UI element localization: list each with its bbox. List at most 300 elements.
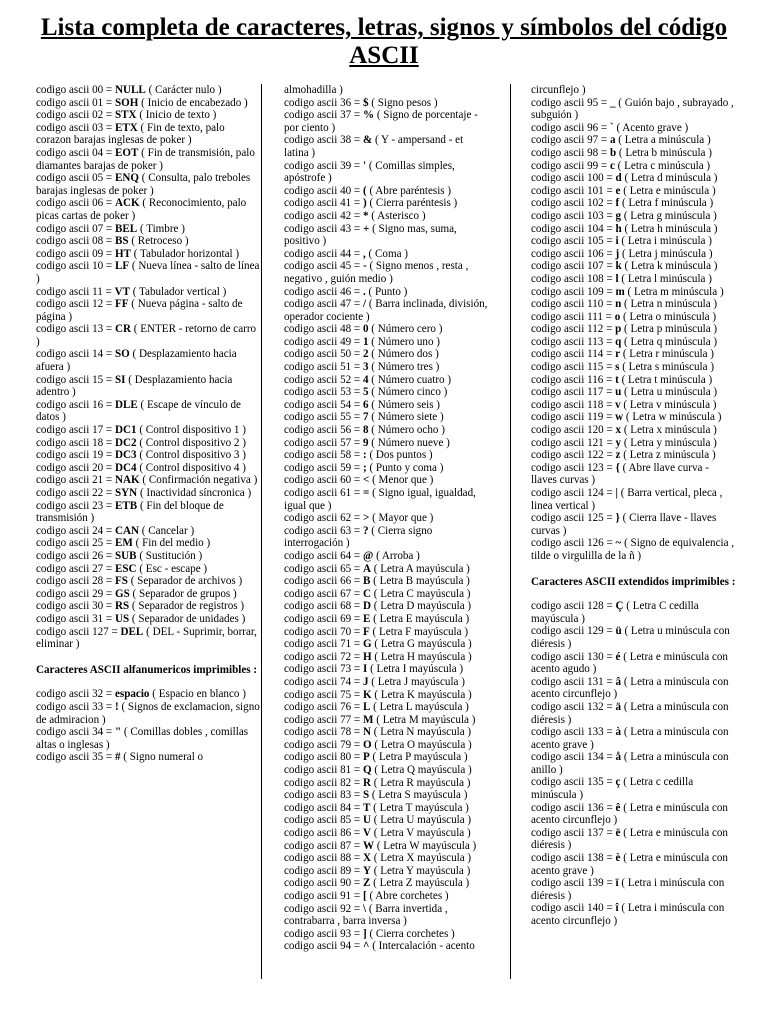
ascii-entry <box>284 714 488 727</box>
entry-code: codigo ascii 83 = <box>284 789 363 802</box>
entry-symbol: - <box>362 260 367 273</box>
entry-description: ( Letra K mayúscula ) <box>371 688 472 701</box>
entry-code: codigo ascii 52 = <box>284 373 363 386</box>
ascii-entry <box>531 248 737 261</box>
entry-description: ( Letra V mayúscula ) <box>370 827 471 840</box>
ascii-entry <box>531 600 737 625</box>
ascii-entry <box>36 197 262 222</box>
ascii-entry <box>36 374 262 399</box>
ascii-entry <box>531 260 737 273</box>
entry-symbol: FF <box>114 298 129 311</box>
entry-code: codigo ascii 99 = <box>531 159 610 172</box>
ascii-entry <box>531 449 737 462</box>
ascii-entry <box>36 109 262 122</box>
ascii-entry <box>284 940 488 953</box>
entry-symbol: ` <box>609 121 614 134</box>
entry-code: codigo ascii 117 = <box>531 386 616 399</box>
entry-description: ( Letra o minúscula ) <box>620 310 717 323</box>
entry-symbol: " <box>114 726 122 739</box>
entry-description: ( Tabulador vertical ) <box>129 285 227 298</box>
ascii-entry <box>284 600 488 613</box>
ascii-entry <box>284 663 488 676</box>
entry-code: codigo ascii 105 = <box>531 235 616 248</box>
entry-description: ( Cancelar ) <box>139 524 195 537</box>
entry-symbol: HT <box>114 247 131 260</box>
entry-code: codigo ascii 97 = <box>531 134 610 147</box>
entry-symbol: T <box>362 801 371 814</box>
entry-code: codigo ascii 112 = <box>531 323 616 336</box>
ascii-entry <box>284 588 488 601</box>
ascii-entry <box>531 827 737 852</box>
ascii-entry <box>36 626 262 651</box>
entry-symbol: b <box>609 146 617 159</box>
ascii-entry <box>284 676 488 689</box>
entry-symbol: 5 <box>362 386 369 399</box>
ascii-entry <box>284 512 488 525</box>
entry-description: ( Letra G mayúscula ) <box>371 638 472 651</box>
entry-symbol: m <box>615 285 625 298</box>
entry-symbol: t <box>615 373 619 386</box>
entry-description: ( Letra Q mayúscula ) <box>371 764 472 777</box>
entry-code: codigo ascii 20 = <box>36 461 115 474</box>
ascii-entry <box>36 500 262 525</box>
ascii-entry <box>531 298 737 311</box>
entry-description: ( Letra k minúscula ) <box>621 260 718 273</box>
entry-code: codigo ascii 137 = <box>531 826 616 839</box>
ascii-entry <box>284 638 488 651</box>
entry-description: ( Fin de texto, palo corazon barajas inglesas de poker ) <box>36 121 225 147</box>
ascii-entry <box>36 399 262 424</box>
entry-description: ( Separador de registros ) <box>129 600 245 613</box>
entry-description: ( Dos puntos ) <box>366 449 433 462</box>
entry-symbol: SYN <box>114 487 138 499</box>
entry-code: codigo ascii 74 = <box>284 675 363 688</box>
entry-symbol: G <box>362 638 372 651</box>
entry-code: codigo ascii 102 = <box>531 197 616 210</box>
entry-code: codigo ascii 82 = <box>284 776 363 789</box>
entry-code: codigo ascii 61 = <box>284 487 363 499</box>
ascii-entry <box>284 336 488 349</box>
entry-code: codigo ascii 31 = <box>36 612 115 625</box>
ascii-entry <box>284 651 488 664</box>
entry-description: ( Letra A mayúscula ) <box>370 562 470 575</box>
entry-code: codigo ascii 87 = <box>284 839 363 852</box>
entry-symbol: ' <box>362 159 367 172</box>
entry-description: ( Letra Y mayúscula ) <box>370 864 471 877</box>
ascii-entry <box>284 424 488 437</box>
entry-description: ( Letra d minúscula ) <box>621 172 718 185</box>
entry-code: codigo ascii 23 = <box>36 499 115 512</box>
entry-symbol: D <box>362 600 371 613</box>
entry-code: codigo ascii 126 = <box>531 537 616 550</box>
entry-description: ( Letra s minúscula ) <box>619 361 715 374</box>
entry-description: ( Letra c minúscula ) <box>614 159 711 172</box>
entry-description: ( Comillas dobles , comillas altas o inglesas ) <box>36 726 249 751</box>
entry-symbol: N <box>362 726 371 739</box>
entry-code: codigo ascii 03 = <box>36 121 115 134</box>
entry-description: ( Signos de exclamacion, signo de admiracion ) <box>36 700 260 726</box>
entry-description: ( Letra J mayúscula ) <box>368 675 465 688</box>
entry-symbol: z <box>615 449 621 462</box>
entry-symbol: EM <box>114 537 133 550</box>
ascii-entry <box>531 84 737 97</box>
ascii-entry <box>284 437 488 450</box>
entry-code: codigo ascii 138 = <box>531 852 616 865</box>
entry-code: codigo ascii 54 = <box>284 398 363 411</box>
entry-description: ( Cierra llave - llaves curvas ) <box>531 512 717 537</box>
entry-description: ( Número uno ) <box>368 335 440 348</box>
entry-description: ( Letra x minúscula ) <box>621 424 717 437</box>
entry-description: ( Número cinco ) <box>368 386 448 399</box>
entry-code: codigo ascii 109 = <box>531 285 616 298</box>
entry-symbol: DC2 <box>114 436 137 449</box>
entry-symbol: R <box>362 776 371 789</box>
ascii-entry <box>284 449 488 462</box>
entry-description: ( Abre corchetes ) <box>366 890 449 902</box>
entry-symbol: f <box>615 197 620 210</box>
entry-code: codigo ascii 104 = <box>531 222 616 235</box>
entry-code: codigo ascii 33 = <box>36 700 115 713</box>
entry-symbol: BS <box>114 235 129 248</box>
entry-symbol: , <box>362 247 366 260</box>
entry-code: codigo ascii 84 = <box>284 801 363 814</box>
entry-symbol: BEL <box>114 222 138 235</box>
entry-description: ( Número siete ) <box>368 411 444 424</box>
entry-symbol: a <box>609 134 616 147</box>
entry-code: codigo ascii 42 = <box>284 209 363 222</box>
entry-symbol: W <box>362 839 375 852</box>
entry-description: ( Abre paréntesis ) <box>366 184 452 197</box>
entry-symbol: 0 <box>362 323 369 336</box>
entry-code: codigo ascii 14 = <box>36 348 115 361</box>
entry-symbol: = <box>362 487 370 499</box>
ascii-entry <box>284 689 488 702</box>
entry-symbol: o <box>614 310 621 323</box>
ascii-entry <box>284 563 488 576</box>
ascii-entry <box>531 726 737 751</box>
column-divider <box>261 84 262 979</box>
entry-symbol: î <box>615 902 619 915</box>
page-title: Lista completa de caracteres, letras, signos y símbolos del código ASCII <box>40 14 728 69</box>
ascii-entry <box>284 411 488 424</box>
entry-symbol: U <box>362 814 371 827</box>
entry-code: codigo ascii 24 = <box>36 524 115 537</box>
entry-description: ( Letra b minúscula ) <box>616 146 712 159</box>
entry-symbol: c <box>609 159 615 172</box>
entry-code: codigo ascii 40 = <box>284 184 363 197</box>
entry-symbol: Q <box>362 764 372 777</box>
entry-code: codigo ascii 72 = <box>284 650 363 663</box>
ascii-entry <box>284 374 488 387</box>
entry-code: codigo ascii 49 = <box>284 335 363 348</box>
ascii-entry <box>284 260 488 285</box>
entry-code: codigo ascii 13 = <box>36 323 115 336</box>
ascii-entry <box>284 399 488 412</box>
entry-code: codigo ascii 95 = <box>531 96 610 109</box>
entry-symbol: CAN <box>114 524 140 537</box>
ascii-entry <box>531 462 737 487</box>
entry-symbol: / <box>362 298 367 311</box>
entry-description: ( Desplazamiento hacia afuera ) <box>36 348 237 374</box>
column-1 <box>36 84 262 764</box>
entry-code: circunflejo ) <box>531 84 586 96</box>
entry-symbol: â <box>615 675 622 688</box>
entry-symbol: é <box>615 650 621 663</box>
ascii-entry <box>284 827 488 840</box>
entry-description: ( Signo menos , resta , negativo , guión medio ) <box>284 260 469 285</box>
entry-description: ( Letra Z mayúscula ) <box>370 877 470 890</box>
entry-code: codigo ascii 80 = <box>284 751 363 764</box>
entry-symbol: 4 <box>362 373 369 386</box>
entry-code: codigo ascii 94 = <box>284 940 363 953</box>
entry-symbol: CR <box>114 323 131 336</box>
entry-symbol: K <box>362 688 372 701</box>
entry-code: codigo ascii 00 = <box>36 84 115 96</box>
entry-description: ( Signo de porcentaje - por ciento ) <box>284 109 478 134</box>
entry-code: codigo ascii 36 = <box>284 96 363 109</box>
ascii-entry <box>531 512 737 537</box>
ascii-entry <box>36 588 262 601</box>
entry-symbol: s <box>615 361 620 374</box>
entry-code: codigo ascii 60 = <box>284 474 363 487</box>
entry-code: codigo ascii 131 = <box>531 675 616 688</box>
entry-description: ( Número ocho ) <box>368 424 445 437</box>
entry-symbol: h <box>615 222 622 235</box>
entry-code: codigo ascii 67 = <box>284 587 363 600</box>
entry-symbol: STX <box>114 109 137 122</box>
entry-description: ( Letra f minúscula ) <box>619 197 714 210</box>
ascii-entry <box>36 726 262 751</box>
entry-description: ( Signo mas, suma, positivo ) <box>284 222 457 248</box>
entry-code: codigo ascii 59 = <box>284 461 363 474</box>
entry-description: ( Barra inclinada, división, operador cociente ) <box>284 298 488 323</box>
entry-code: codigo ascii 123 = <box>531 461 616 474</box>
ascii-entry <box>531 210 737 223</box>
entry-description: ( Punto y coma ) <box>366 461 444 474</box>
entry-description: ( Separador de grupos ) <box>129 587 237 600</box>
ascii-entry <box>284 286 488 299</box>
entry-symbol: ü <box>615 625 622 638</box>
entry-description: ( Signo numeral o <box>120 751 204 764</box>
entry-description: ( Menor que ) <box>369 474 434 487</box>
entry-symbol: % <box>362 109 375 122</box>
ascii-entry <box>284 197 488 210</box>
entry-code: codigo ascii 77 = <box>284 713 363 726</box>
entry-description: ( Control dispositivo 1 ) <box>136 424 246 437</box>
entry-code: codigo ascii 106 = <box>531 247 616 260</box>
entry-code: codigo ascii 64 = <box>284 549 363 562</box>
entry-symbol: RS <box>114 600 130 613</box>
entry-symbol: ä <box>615 700 622 713</box>
entry-symbol: | <box>615 487 618 499</box>
ascii-entry <box>531 802 737 827</box>
entry-symbol: LF <box>114 260 130 273</box>
entry-symbol: DC1 <box>114 424 137 437</box>
entry-description: ( Inactividad síncronica ) <box>137 487 252 499</box>
entry-code: codigo ascii 116 = <box>531 373 616 386</box>
entry-symbol: > <box>362 512 370 525</box>
entry-description: ( Letra v minúscula ) <box>620 398 717 411</box>
ascii-entry <box>531 273 737 286</box>
ascii-entry <box>284 97 488 110</box>
ascii-entry <box>284 550 488 563</box>
entry-description: ( Letra E mayúscula ) <box>370 612 470 625</box>
entry-description: ( Letra X mayúscula ) <box>370 852 472 865</box>
entry-description: ( Nueva página - salto de página ) <box>36 298 243 323</box>
entry-symbol: p <box>615 323 622 336</box>
entry-description: ( Letra R mayúscula ) <box>370 776 471 789</box>
ascii-entry <box>36 122 262 147</box>
entry-code: codigo ascii 26 = <box>36 549 115 562</box>
entry-symbol: l <box>615 272 619 285</box>
entry-code: codigo ascii 111 = <box>531 310 615 323</box>
entry-code: codigo ascii 07 = <box>36 222 115 235</box>
entry-description: ( Separador de archivos ) <box>127 575 243 588</box>
entry-code: codigo ascii 86 = <box>284 827 363 840</box>
entry-symbol: ! <box>114 700 119 713</box>
entry-code: codigo ascii 121 = <box>531 436 616 449</box>
entry-description: ( Letra t minúscula ) <box>618 373 713 386</box>
entry-symbol: j <box>615 247 620 260</box>
entry-symbol: J <box>362 675 369 688</box>
ascii-entry <box>531 651 737 676</box>
entry-description: ( Timbre ) <box>137 222 185 235</box>
entry-description: ( Letra I mayúscula ) <box>367 663 464 676</box>
entry-code: codigo ascii 114 = <box>531 348 616 361</box>
entry-symbol: 6 <box>362 398 369 411</box>
entry-description: ( Letra u minúscula ) <box>621 386 718 399</box>
entry-description: ( Letra u minúscula con diéresis ) <box>531 625 730 650</box>
ascii-entry <box>531 185 737 198</box>
ascii-entry <box>36 575 262 588</box>
ascii-entry <box>284 223 488 248</box>
entry-description: ( Letra S mayúscula ) <box>369 789 468 802</box>
entry-symbol: ~ <box>615 537 622 550</box>
entry-description: ( Letra T mayúscula ) <box>370 801 469 814</box>
entry-description: ( Control dispositivo 2 ) <box>136 436 246 449</box>
entry-symbol: DC3 <box>114 449 137 462</box>
entry-code: codigo ascii 45 = <box>284 260 363 273</box>
ascii-entry <box>284 777 488 790</box>
entry-code: codigo ascii 110 = <box>531 298 616 311</box>
ascii-entry <box>531 437 737 450</box>
entry-code: codigo ascii 65 = <box>284 562 363 575</box>
ascii-entry <box>531 172 737 185</box>
ascii-entry <box>284 298 488 323</box>
entry-code: codigo ascii 04 = <box>36 146 115 159</box>
entry-symbol: 8 <box>362 424 369 437</box>
entry-description: ( Consulta, palo treboles barajas inglesas de poker ) <box>36 172 251 197</box>
entry-symbol: * <box>362 209 369 222</box>
ascii-entry <box>531 676 737 701</box>
entry-code: codigo ascii 69 = <box>284 612 363 625</box>
entry-symbol: ETX <box>114 121 138 134</box>
entry-code: codigo ascii 50 = <box>284 348 363 361</box>
entry-symbol: $ <box>362 96 369 109</box>
entry-symbol: e <box>615 184 621 197</box>
entry-symbol: å <box>615 751 622 764</box>
ascii-entry <box>36 701 262 726</box>
entry-symbol: ( <box>362 184 367 197</box>
ascii-entry <box>531 160 737 173</box>
entry-description: ( Control dispositivo 4 ) <box>136 461 246 474</box>
entry-code: codigo ascii 139 = <box>531 877 616 890</box>
ascii-entry <box>531 348 737 361</box>
entry-code: codigo ascii 85 = <box>284 814 363 827</box>
entry-code: codigo ascii 17 = <box>36 424 115 437</box>
entry-symbol: n <box>615 298 622 311</box>
entry-symbol: DLE <box>114 398 138 411</box>
entry-symbol: ] <box>362 927 367 940</box>
entry-description: ( Letra c cedilla minúscula ) <box>531 776 694 802</box>
entry-description: ( Cierra paréntesis ) <box>366 197 458 210</box>
ascii-entry <box>531 336 737 349</box>
ascii-entry <box>284 487 488 512</box>
entry-code: codigo ascii 12 = <box>36 298 115 311</box>
entry-code: codigo ascii 107 = <box>531 260 616 273</box>
entry-description: ( Mayor que ) <box>369 512 434 525</box>
ascii-entry <box>284 928 488 941</box>
entry-code: codigo ascii 134 = <box>531 751 616 764</box>
ascii-entry <box>531 399 737 412</box>
entry-description: ( Fin del medio ) <box>132 537 211 550</box>
entry-description: ( Letra i minúscula con acento circunflejo ) <box>531 902 725 927</box>
entry-description: ( Número dos ) <box>368 348 439 361</box>
ascii-entry <box>284 626 488 639</box>
entry-symbol: d <box>615 172 622 185</box>
entry-symbol: r <box>615 348 621 361</box>
ascii-entry <box>284 840 488 853</box>
ascii-entry <box>36 751 262 764</box>
entry-description: ( Abre llave curva - llaves curvas ) <box>531 461 709 487</box>
entry-description: ( Retroceso ) <box>128 235 189 248</box>
entry-code: codigo ascii 63 = <box>284 524 363 537</box>
entry-code: codigo ascii 119 = <box>531 411 616 424</box>
entry-code: codigo ascii 133 = <box>531 726 616 739</box>
ascii-entry <box>531 197 737 210</box>
entry-description: ( Fin de transmisión, palo diamantes barajas de poker ) <box>36 146 255 172</box>
entry-code: codigo ascii 28 = <box>36 575 115 588</box>
entry-code: codigo ascii 79 = <box>284 738 363 751</box>
ascii-entry <box>531 134 737 147</box>
entry-description: ( Letra z minúscula ) <box>620 449 716 462</box>
ascii-entry <box>36 223 262 236</box>
entry-description: ( Y - ampersand - et latina ) <box>284 134 464 159</box>
entry-symbol: . <box>362 285 366 298</box>
ascii-entry <box>531 386 737 399</box>
entry-code: codigo ascii 76 = <box>284 701 363 714</box>
entry-description: ( Letra y minúscula ) <box>621 436 717 449</box>
entry-symbol: Y <box>362 864 371 877</box>
ascii-entry <box>531 286 737 299</box>
ascii-entry <box>284 613 488 626</box>
entry-code: codigo ascii 27 = <box>36 562 115 575</box>
entry-code: codigo ascii 55 = <box>284 411 363 424</box>
entry-description: ( Letra w minúscula ) <box>623 411 722 424</box>
entry-description: ( Reconocimiento, palo picas cartas de poker ) <box>36 197 247 222</box>
entry-code: codigo ascii 115 = <box>531 361 616 374</box>
entry-symbol: O <box>362 738 372 751</box>
entry-code: codigo ascii 29 = <box>36 587 115 600</box>
entry-symbol: DEL <box>120 625 144 638</box>
ascii-entry <box>284 789 488 802</box>
entry-symbol: S <box>362 789 370 802</box>
ascii-entry <box>531 537 737 562</box>
ascii-entry <box>284 726 488 739</box>
ascii-entry <box>284 701 488 714</box>
entry-symbol: } <box>615 512 620 525</box>
ascii-entry <box>36 462 262 475</box>
